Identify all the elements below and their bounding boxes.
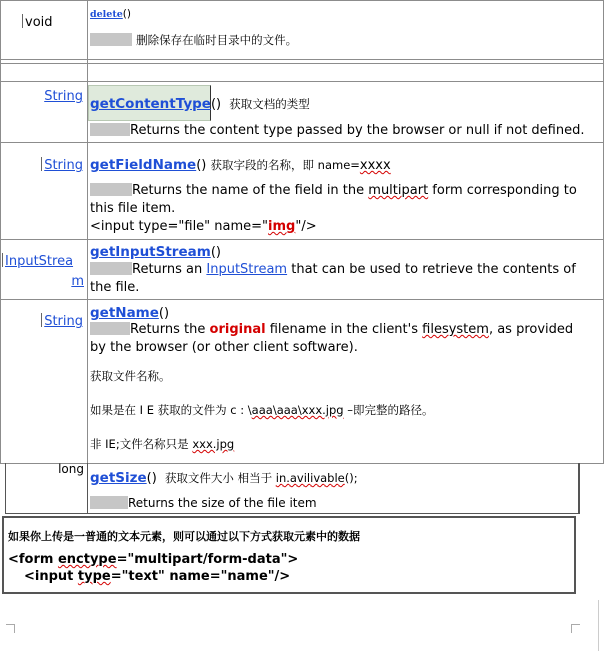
getcontenttype-link[interactable]: getContentType: [90, 96, 211, 112]
inputstream-type-link[interactable]: InputStrea: [5, 254, 74, 269]
footer-code-2: <input type="text" name="name"/>: [24, 569, 291, 584]
return-type-void: void: [22, 14, 62, 30]
table-left-border: [0, 0, 1, 463]
return-type-string: [30, 313, 83, 329]
getfieldname-description-2: this file item.: [90, 201, 176, 216]
getsize-description: Returns the size of the file item: [90, 495, 317, 512]
getsize-link[interactable]: getSize: [90, 470, 147, 486]
row-divider: [0, 63, 604, 64]
text-caret: [41, 313, 42, 327]
getname-cn-3: 非 IE;文件名称只是 xxx.jpg: [90, 437, 235, 451]
row-divider: [0, 142, 604, 143]
indent-highlight: [90, 33, 132, 46]
method-delete: delete(): [90, 8, 131, 20]
delete-description: 删除保存在临时目录中的文件。: [90, 32, 297, 49]
indent-highlight: [90, 262, 132, 275]
method-getsize: getSize() 获取文件大小 相当于 in.avilivable();: [90, 470, 358, 486]
string-type-link[interactable]: String: [44, 89, 83, 104]
text-caret: [2, 253, 3, 267]
return-type-long: long: [58, 462, 84, 476]
indent-highlight: [90, 123, 130, 136]
row-divider: [0, 239, 604, 240]
row-divider: [0, 59, 604, 60]
page-corner-mark-right: [571, 624, 580, 633]
getinputstream-description: Returns an InputStream that can be used to retrieve the contents of: [90, 261, 576, 278]
getinputstream-description-2: the file.: [90, 280, 140, 295]
inputstream-link[interactable]: InputStream: [206, 262, 288, 277]
string-type-link[interactable]: String: [44, 158, 83, 173]
getfieldname-description: Returns the name of the field in the multipart form corresponding to: [90, 182, 577, 199]
indent-highlight: [90, 322, 130, 335]
getcontenttype-description: Returns the content type passed by the browser or null if not defined.: [90, 122, 585, 139]
row-divider: [0, 0, 604, 1]
text-caret: [41, 157, 42, 171]
method-getname: getName(): [90, 305, 170, 321]
page-corner-mark-left: [6, 624, 15, 633]
footer-code-1: <form enctype="multipart/form-data">: [8, 552, 299, 567]
return-type-inputstream: [2, 252, 84, 292]
column-divider: [87, 0, 88, 463]
inputstream-type-link-cont[interactable]: m: [71, 274, 84, 289]
size-row-divider: [87, 463, 88, 513]
footer-cn-text: 如果你上传是一普通的文本元素，则可以通过以下方式获取元素中的数据: [8, 530, 360, 543]
getname-description-2: by the browser (or other client software).: [90, 340, 358, 355]
method-getcontenttype: getContentType() 获取文档的类型: [90, 96, 310, 112]
getfieldname-link[interactable]: getFieldName: [90, 157, 197, 173]
method-getfieldname: getFieldName() 获取字段的名称，即 name=xxxx: [90, 157, 391, 173]
string-type-link[interactable]: String: [44, 314, 83, 329]
getname-cn-1: 获取文件名称。: [90, 369, 171, 383]
row-divider: [0, 81, 604, 82]
getfieldname-example: <input type="file" name="img"/>: [90, 219, 317, 234]
indent-highlight: [90, 496, 128, 509]
getname-description: Returns the original filename in the client's filesystem, as provided: [90, 321, 573, 338]
return-type-string: [30, 89, 83, 104]
indent-highlight: [90, 183, 132, 196]
delete-link[interactable]: delete: [90, 9, 123, 20]
row-divider: [0, 299, 604, 300]
getname-cn-2: 如果是在 I E 获取的文件为 c : \aaa\aaa\xxx.jpg –即完整的路径。: [90, 403, 434, 417]
text-caret: [22, 14, 23, 28]
method-getinputstream: getInputStream(): [90, 244, 221, 260]
return-type-string: [30, 157, 83, 173]
getname-link[interactable]: getName: [90, 305, 159, 321]
page-edge-line: [598, 600, 599, 651]
getinputstream-link[interactable]: getInputStream: [90, 244, 211, 260]
